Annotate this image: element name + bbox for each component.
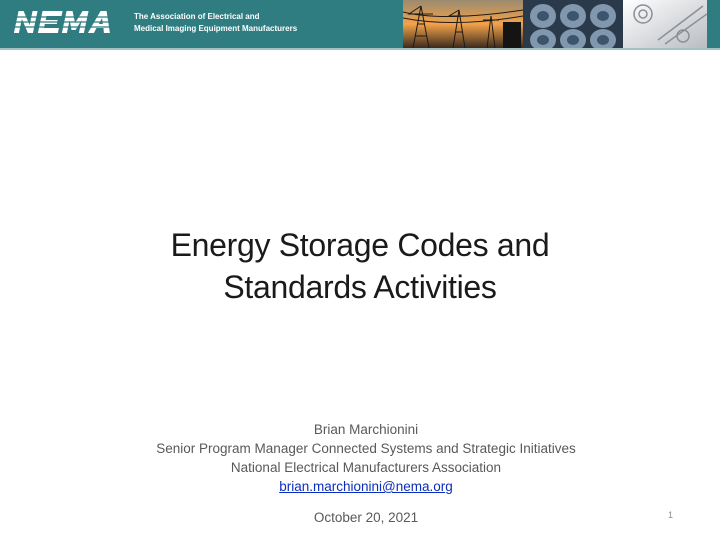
nema-logo — [14, 9, 118, 35]
presenter-name: Brian Marchionini — [313, 422, 419, 437]
presenter-block — [80, 420, 652, 496]
slide-number: 1 — [668, 510, 674, 520]
tagline-line-2: Medical Imaging Equipment Manufacturers — [134, 24, 298, 33]
title-line-1: Energy Storage Codes and — [170, 227, 550, 263]
association-tagline — [134, 11, 297, 35]
presenter-role: Senior Program Manager Connected Systems and Strategic Initiatives — [156, 441, 576, 456]
title-line-2: Standards Activities — [223, 269, 497, 305]
header-divider — [0, 48, 720, 50]
header-photo-strip — [403, 0, 707, 48]
presenter-organization: National Electrical Manufacturers Association — [230, 460, 502, 475]
tagline-line-1: The Association of Electrical and — [134, 12, 260, 21]
presenter-email-link[interactable]: brian.marchionini@nema.org — [279, 479, 453, 494]
slide-title — [90, 224, 630, 308]
header-banner — [0, 0, 720, 48]
presentation-date: October 20, 2021 — [313, 510, 419, 525]
